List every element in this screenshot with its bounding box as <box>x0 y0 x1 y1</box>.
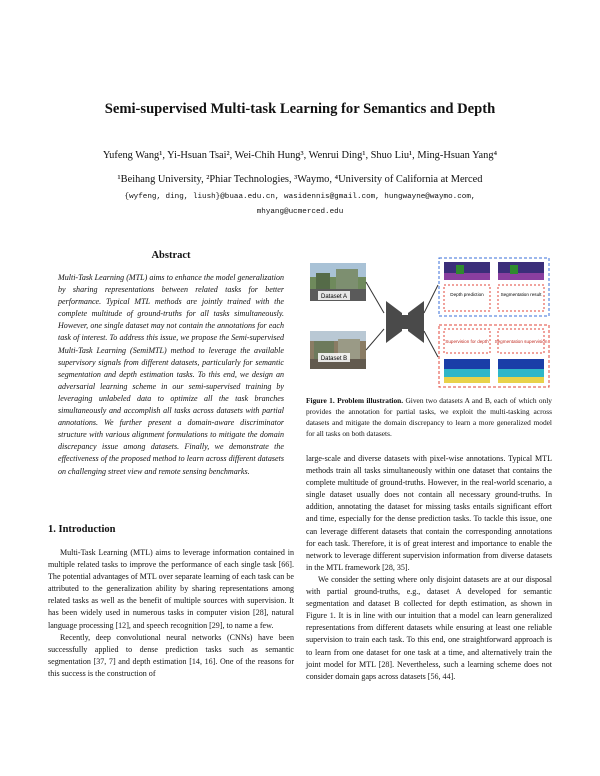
citation[interactable]: [12] <box>115 620 129 630</box>
arrow-b-to-net <box>366 329 384 350</box>
author-list: Yufeng Wang¹, Yi-Hsuan Tsai², Wei-Chih Hung³, Wenrui Ding¹, Shuo Liu¹, Ming-Hsuan Yang⁴ <box>102 150 498 161</box>
bottleneck-shape <box>402 315 408 329</box>
intro-paragraph-2: Recently, deep convolutional neural networks (CNNs) have been successfully applied to dense prediction tasks such as semantic segmentation [37, 7] and depth estimation [14, 16]. One of the reasons for this success is the construction of <box>48 632 294 678</box>
dataset-b-label: Dataset B <box>320 356 348 362</box>
introduction-heading: 1. Introduction <box>48 524 116 535</box>
email-line-2: mhyang@ucmerced.edu <box>256 208 344 216</box>
right-paragraph-1: large-scale and diverse datasets with pixel-wise annotations. Typical MTL methods train all tasks simultaneously within one dataset that contains the complete multitude of ground-truths. However, in the real-world scenario, a single dataset usually does not contain all necessary ground-truths. In addition, annotating the dataset for missing tasks entails significant effort and time, especially for the dense prediction tasks. To tackle this issue, one can leverage different datasets that contain the corresponding annotations for each task. Therefore, it is of great interest and importance to enable the network to leverage different supervision information from diverse datasets in the MTL framework [28, 35]. <box>306 454 552 572</box>
paper-title: Semi-supervised Multi-task Learning for Semantics and Depth <box>104 101 496 117</box>
figure-caption: Figure 1. Problem illustration. Given two datasets A and B, each of which only provides the annotation for partial tasks, we exploit the multi-tasking across datasets and mitigate the domain discrepancy to learn a more generalized model for all tasks on both datasets. <box>306 396 552 438</box>
citation[interactable]: [14, 16] <box>189 656 216 666</box>
depth-map-gt-b <box>498 359 544 383</box>
depth-prediction-label: Depth prediction <box>450 292 484 297</box>
decoder-shape <box>408 301 424 343</box>
arrow-a-to-net <box>366 282 384 313</box>
citation[interactable]: [28] <box>378 659 393 669</box>
citation[interactable]: [56, 44] <box>427 671 454 681</box>
depth-prediction-box <box>444 285 490 311</box>
dataset-b-image <box>310 331 366 369</box>
right-paragraph-2: We consider the setting where only disjoint datasets are at our disposal with partial ground-truths, e.g., dataset A developed for semantic segmentation and dataset B collected for depth estimation, as shown in Figure 1. It is in line with our intuition that a model can learn generalized representations from different datasets while ensuring at least one reliable supervision to train each task. To this end, one straightforward approach is to learn from one dataset for one task at a time, and alternatively train the joint model for MTL [28]. Nevertheless, such a learning scheme does not consider domain gaps across datasets [56, 44]. <box>306 574 553 681</box>
email-line-1: {wyfeng, ding, liush}@buaa.edu.cn, wasidennis@gmail.com, hungwayne@waymo.com, <box>124 193 476 201</box>
affiliations: ¹Beihang University, ²Phiar Technologies, ³Waymo, ⁴University of California at Merced <box>117 174 483 185</box>
citation[interactable]: [29] <box>209 620 223 630</box>
email-block <box>70 190 530 220</box>
segmentation-result-box <box>498 285 544 311</box>
segmentation-supervision-label: Segmentation supervision <box>494 339 548 344</box>
arrow-to-bottom-branch <box>424 331 438 357</box>
intro-paragraph-1: Multi-Task Learning (MTL) aims to leverage information contained in multiple related tasks to improve the performance of each single task [66]. The potential advantages of MTL over separate learning of each task can be attributed to the generalization ability by sharing representations among related tasks as well as the benefit of multiple sources with supervision. It has been widely used in numerous tasks in computer vision [28], natural language processing [12], and speech recognition [29], to name a few. <box>48 548 294 630</box>
encoder-shape <box>386 301 402 343</box>
segmentation-output-a <box>444 262 490 280</box>
segmentation-result-label: Segmentation result <box>500 292 542 297</box>
citation[interactable]: [28, 35] <box>382 562 408 572</box>
introduction-body <box>48 547 294 680</box>
dataset-a-label: Dataset A <box>320 294 348 300</box>
figure-problem-illustration <box>306 255 552 391</box>
citation[interactable]: [37, 7] <box>93 656 116 666</box>
segmentation-gt-a <box>498 262 544 280</box>
figure-reference[interactable]: 1 <box>329 611 334 621</box>
arrow-to-top-branch <box>424 285 438 313</box>
abstract-text: Multi-Task Learning (MTL) aims to enhance the model generalization by sharing representations between related tasks for better performance. Typical MTL methods are jointly trained with the complete multitude of ground-truths for all tasks simultaneously. However, one single dataset may not contain the annotations for each task of interest. To address this issue, we propose the Semi-supervised Multi-Task Learning (SemiMTL) method to leverage the available supervisory signals from different datasets, particularly for semantic segmentation and depth estimation tasks. To this end, we design an adversarial learning scheme in our semi-supervised training by leveraging unlabeled data to optimize all the task branches simultaneously and accomplish all tasks across datasets with partial annotations. We further present a domain-aware discriminator structure with various alignment formulations to mitigate the domain discrepancy issue among datasets. Finally, we demonstrate the effectiveness of the proposed method to learn across different datasets on challenging street view and remote sensing benchmarks. <box>58 273 284 476</box>
abstract-heading: Abstract <box>151 250 191 261</box>
citation[interactable]: [28] <box>253 608 267 618</box>
depth-supervision-label: Supervision for depth <box>445 339 489 344</box>
citation[interactable]: [66] <box>278 560 292 570</box>
depth-map-b <box>444 359 490 383</box>
right-column-body <box>306 453 552 683</box>
